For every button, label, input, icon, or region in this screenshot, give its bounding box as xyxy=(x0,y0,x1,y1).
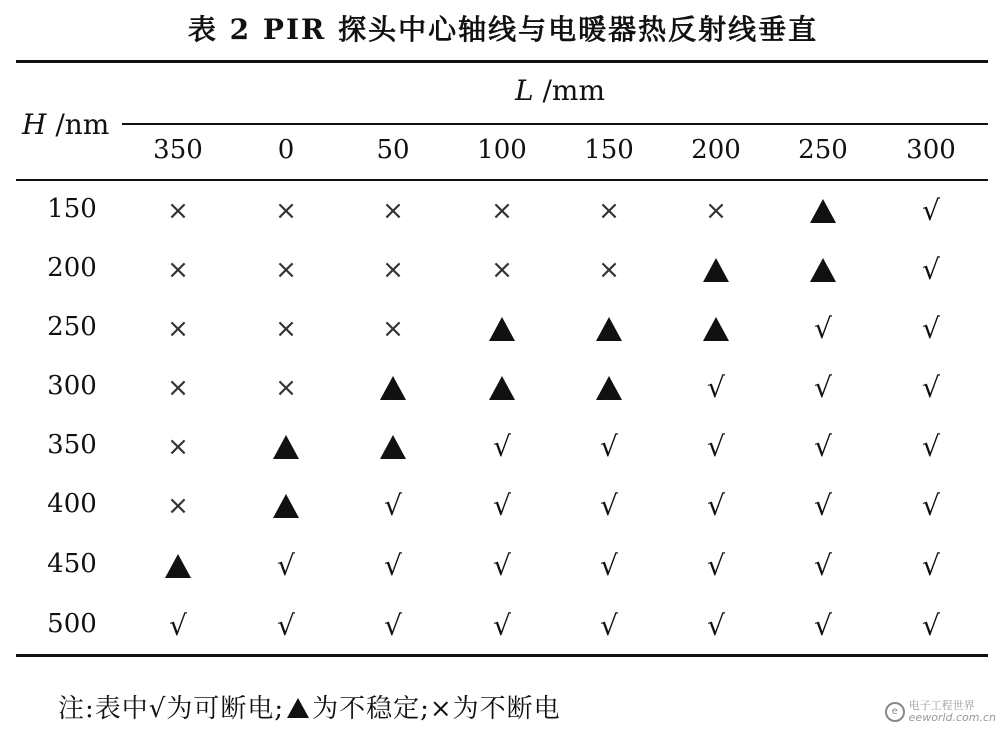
row-header: 200 xyxy=(47,253,97,283)
triangle-icon xyxy=(793,191,853,231)
note-x-text: 为不断电 xyxy=(452,694,561,724)
watermark-cn: 电子工程世界 xyxy=(908,698,975,712)
check-icon: √ xyxy=(277,549,295,582)
cross-icon: × xyxy=(167,196,189,226)
check-icon: √ xyxy=(600,430,618,463)
triangle-icon xyxy=(686,309,746,349)
check-icon: √ xyxy=(384,549,402,582)
check-icon: √ xyxy=(600,609,618,642)
check-icon: √ xyxy=(600,549,618,582)
note-tri-text: 为不稳定; xyxy=(312,694,430,724)
l-variable: L xyxy=(514,74,534,107)
check-icon: √ xyxy=(707,489,725,522)
row-header: 150 xyxy=(47,194,97,224)
column-header: 50 xyxy=(376,135,410,165)
column-header: 0 xyxy=(277,135,295,165)
check-icon: √ xyxy=(707,609,725,642)
check-icon: √ xyxy=(384,489,402,522)
check-icon: √ xyxy=(384,609,402,642)
triangle-icon xyxy=(686,250,746,290)
check-icon: √ xyxy=(922,430,940,463)
triangle-icon xyxy=(793,250,853,290)
cross-icon: × xyxy=(382,196,404,226)
column-header: 300 xyxy=(906,135,956,165)
h-variable: H xyxy=(22,108,47,141)
column-header: 100 xyxy=(477,135,527,165)
h-unit: /nm xyxy=(46,108,110,141)
watermark-url: eeworld.com.cn xyxy=(908,710,996,724)
note-check-text: 为可断电; xyxy=(166,694,285,724)
column-header: 350 xyxy=(153,135,203,165)
triangle-icon xyxy=(579,368,639,408)
note-prefix: 注:表中 xyxy=(58,694,149,724)
check-icon: √ xyxy=(493,489,511,522)
cross-icon: × xyxy=(167,432,189,462)
check-icon: √ xyxy=(922,609,940,642)
column-header: 200 xyxy=(691,135,741,165)
check-icon: √ xyxy=(169,609,187,642)
check-icon: √ xyxy=(707,430,725,463)
check-icon: √ xyxy=(600,489,618,522)
cross-icon: × xyxy=(167,314,189,344)
row-header: 300 xyxy=(47,371,97,401)
column-header: 250 xyxy=(798,135,848,165)
cross-icon: × xyxy=(167,373,189,403)
eeworld-logo-icon: e xyxy=(885,702,905,722)
check-icon: √ xyxy=(814,430,832,463)
cross-icon: × xyxy=(491,255,513,285)
cross-icon: × xyxy=(382,255,404,285)
cross-icon: × xyxy=(275,255,297,285)
top-rule xyxy=(16,60,988,63)
check-icon: √ xyxy=(814,609,832,642)
cross-icon: × xyxy=(429,694,453,724)
check-icon: √ xyxy=(922,549,940,582)
column-header: 150 xyxy=(584,135,634,165)
cross-icon: × xyxy=(275,196,297,226)
check-icon: √ xyxy=(493,430,511,463)
check-icon: √ xyxy=(922,489,940,522)
check-icon: √ xyxy=(922,253,940,286)
row-header: 250 xyxy=(47,312,97,342)
cross-icon: × xyxy=(167,491,189,521)
check-icon: √ xyxy=(814,371,832,404)
table-note xyxy=(58,688,561,726)
row-header: 400 xyxy=(47,489,97,519)
check-icon: √ xyxy=(493,609,511,642)
row-header: 350 xyxy=(47,430,97,460)
triangle-icon xyxy=(148,546,208,586)
row-header: 500 xyxy=(47,609,97,639)
l-unit: /mm xyxy=(533,74,606,107)
check-icon: √ xyxy=(707,371,725,404)
check-icon: √ xyxy=(814,312,832,345)
check-icon: √ xyxy=(922,312,940,345)
triangle-icon xyxy=(363,368,423,408)
check-icon: √ xyxy=(148,694,167,724)
cross-icon: × xyxy=(275,314,297,344)
check-icon: √ xyxy=(277,609,295,642)
triangle-icon xyxy=(256,486,316,526)
check-icon: √ xyxy=(493,549,511,582)
triangle-icon xyxy=(472,368,532,408)
cross-icon: × xyxy=(705,196,727,226)
cross-icon: × xyxy=(598,255,620,285)
header-rule xyxy=(16,179,988,181)
row-header: 450 xyxy=(47,549,97,579)
column-axis-label xyxy=(480,74,640,107)
column-group-rule xyxy=(122,123,988,125)
check-icon: √ xyxy=(707,549,725,582)
check-icon: √ xyxy=(922,371,940,404)
cross-icon: × xyxy=(167,255,189,285)
table-caption: 表 2 PIR 探头中心轴线与电暖器热反射线垂直 xyxy=(187,13,819,46)
cross-icon: × xyxy=(598,196,620,226)
row-axis-label xyxy=(22,108,109,141)
cross-icon: × xyxy=(382,314,404,344)
bottom-rule xyxy=(16,654,988,657)
watermark xyxy=(885,700,996,724)
triangle-icon xyxy=(363,427,423,467)
triangle-icon xyxy=(286,696,310,726)
triangle-icon xyxy=(472,309,532,349)
cross-icon: × xyxy=(491,196,513,226)
check-icon: √ xyxy=(814,549,832,582)
check-icon: √ xyxy=(922,194,940,227)
triangle-icon xyxy=(256,427,316,467)
triangle-icon xyxy=(579,309,639,349)
check-icon: √ xyxy=(814,489,832,522)
cross-icon: × xyxy=(275,373,297,403)
